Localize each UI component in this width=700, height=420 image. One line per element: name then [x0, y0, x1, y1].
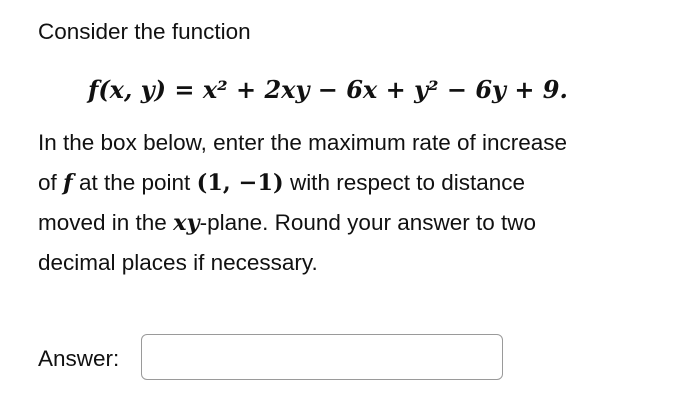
plane-symbol: xy [173, 210, 200, 236]
point-coordinates: (1, −1) [196, 170, 284, 196]
answer-label: Answer: [38, 346, 120, 371]
question-paragraph [38, 123, 567, 283]
function-symbol: f [63, 170, 73, 196]
question-intro: Consider the function [38, 19, 251, 44]
question-line-3: moved in the xy-plane. Round your answer to two [38, 210, 537, 236]
question-line-2: of f at the point (1, −1) with respect to distance [38, 170, 526, 196]
question-line-1: In the box below, enter the maximum rate of increase [38, 130, 568, 155]
question-line-4: decimal places if necessary. [38, 250, 318, 275]
function-formula: f(x, y) = x² + 2xy − 6x + y² − 6y + 9. [88, 75, 568, 104]
answer-input[interactable] [141, 334, 503, 380]
